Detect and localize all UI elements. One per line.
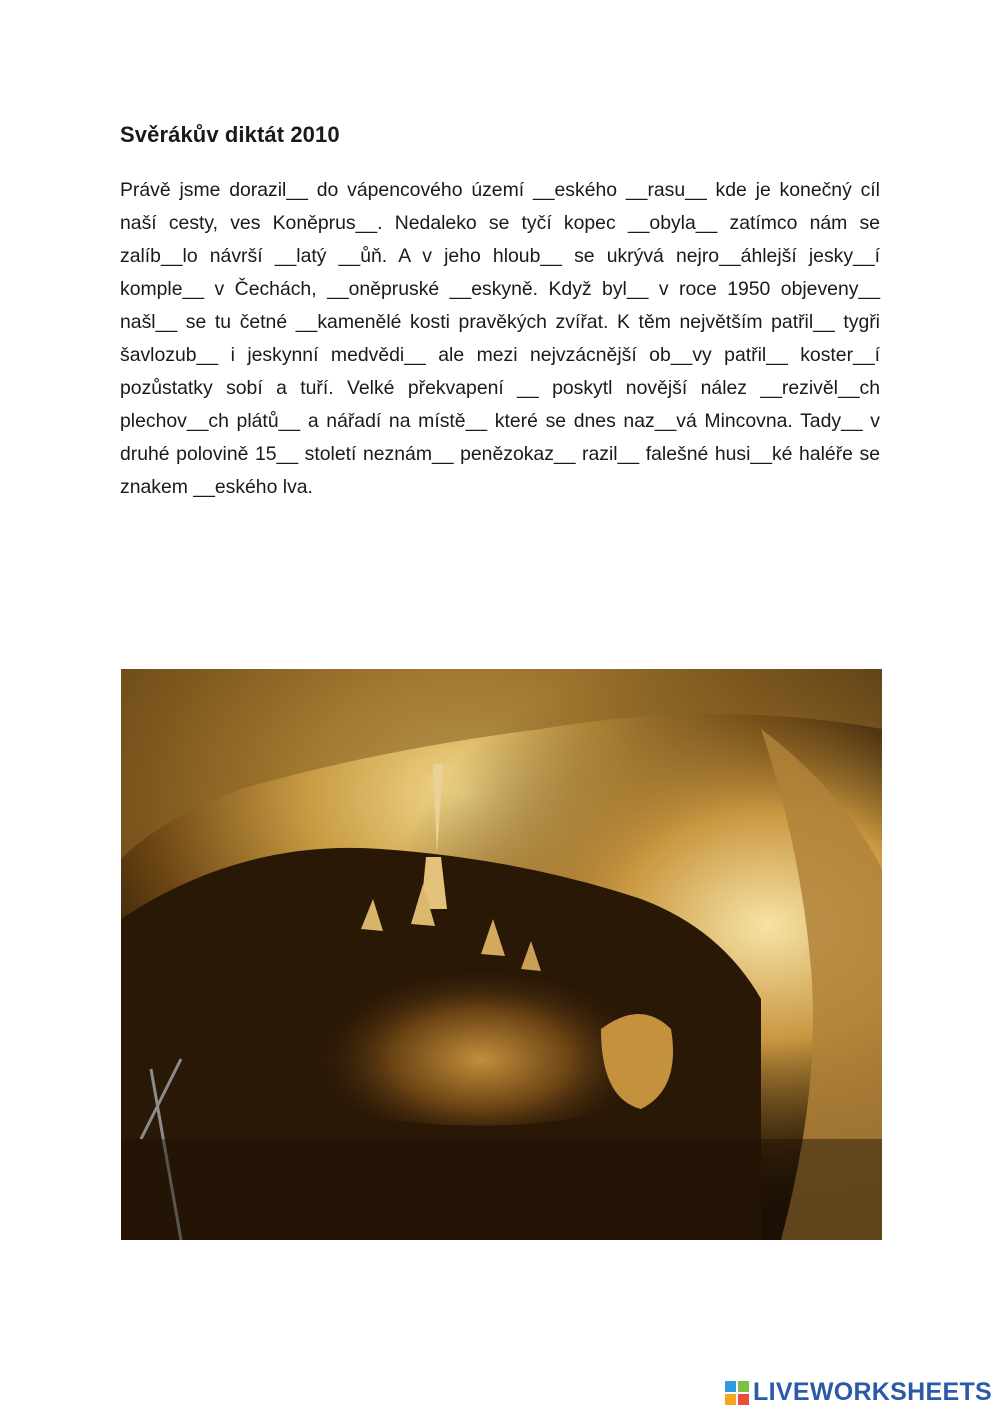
footer-branding [725,1378,992,1407]
footer-brand-text: LIVEWORKSHEETS [753,1378,992,1406]
document-title: Svěrákův diktát 2010 [120,122,340,147]
cave-photo [121,669,882,1240]
liveworksheets-logo-icon [725,1381,749,1405]
dictation-paragraph: Právě jsme dorazil__ do vápencového území __eského __rasu__ kde je konečný cíl naší cesty, ves Koněprus__. Nedaleko se tyčí kopec __obyla__ zatímco nám se zalíb__lo návrší __latý __ůň. A v jeho hloub__ se ukrývá nejro__áhlejší jesky__í komple__ v Čechách, __oněpruské __eskyně. Když byl__ v roce 1950 objeveny__ našl__ se tu četné __kamenělé kosti pravěkých zvířat. K těm největším patřil__ tygři šavlozub__ i jeskynní medvědi__ ale mezi nejvzácnější ob__vy patřil__ koster__í pozůstatky sobí a tuří. Velké překvapení __ poskytl novější nález __rezivěl__ch plechov__ch plátů__ a nářadí na místě__ které se dnes naz__vá Mincovna. Tady__ v druhé polovině 15__ století neznám__ penězokaz__ razil__ falešné husi__ké haléře se znakem __eského lva. [120,179,880,498]
